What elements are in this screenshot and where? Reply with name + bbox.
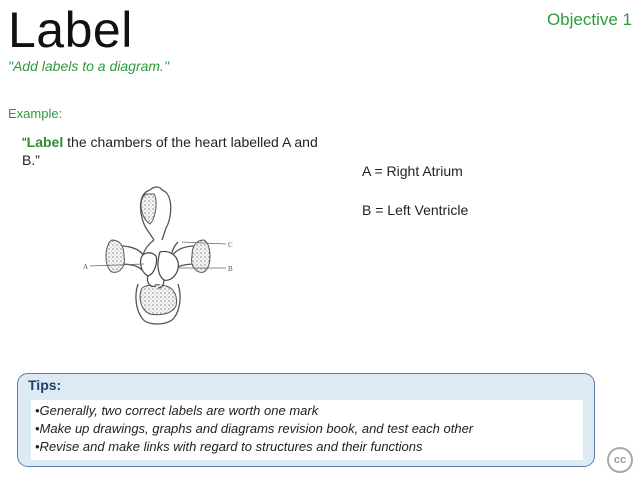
heart-chambers	[141, 251, 179, 288]
question-open-quote: “	[22, 134, 27, 150]
diagram-label-a: A	[83, 263, 89, 271]
tip-item: •Generally, two correct labels are worth one mark	[35, 403, 319, 418]
lungs-and-body-capillaries	[106, 194, 210, 315]
example-label: Example:	[8, 106, 63, 121]
question-text: the chambers of the heart labelled A and B.”	[22, 134, 318, 168]
creative-commons-icon: cc	[607, 447, 633, 473]
example-question	[22, 133, 322, 169]
heart-circulation-diagram	[80, 184, 240, 348]
objective-label: Objective 1	[546, 10, 632, 29]
tip-item: •Make up drawings, graphs and diagrams revision book, and test each other	[35, 421, 474, 436]
tip-item: •Revise and make links with regard to structures and their functions	[35, 439, 423, 454]
diagram-label-c: C	[228, 241, 233, 249]
page-title: Label	[8, 2, 133, 58]
tips-list	[31, 400, 583, 460]
tips-panel	[17, 373, 595, 467]
answer-b: B = Left Ventricle	[362, 202, 469, 218]
page-subtitle: "Add labels to a diagram."	[8, 58, 169, 74]
diagram-label-b: B	[228, 265, 233, 273]
tips-title: Tips:	[28, 377, 62, 393]
answer-a: A = Right Atrium	[362, 163, 463, 179]
question-keyword: Label	[26, 134, 64, 150]
